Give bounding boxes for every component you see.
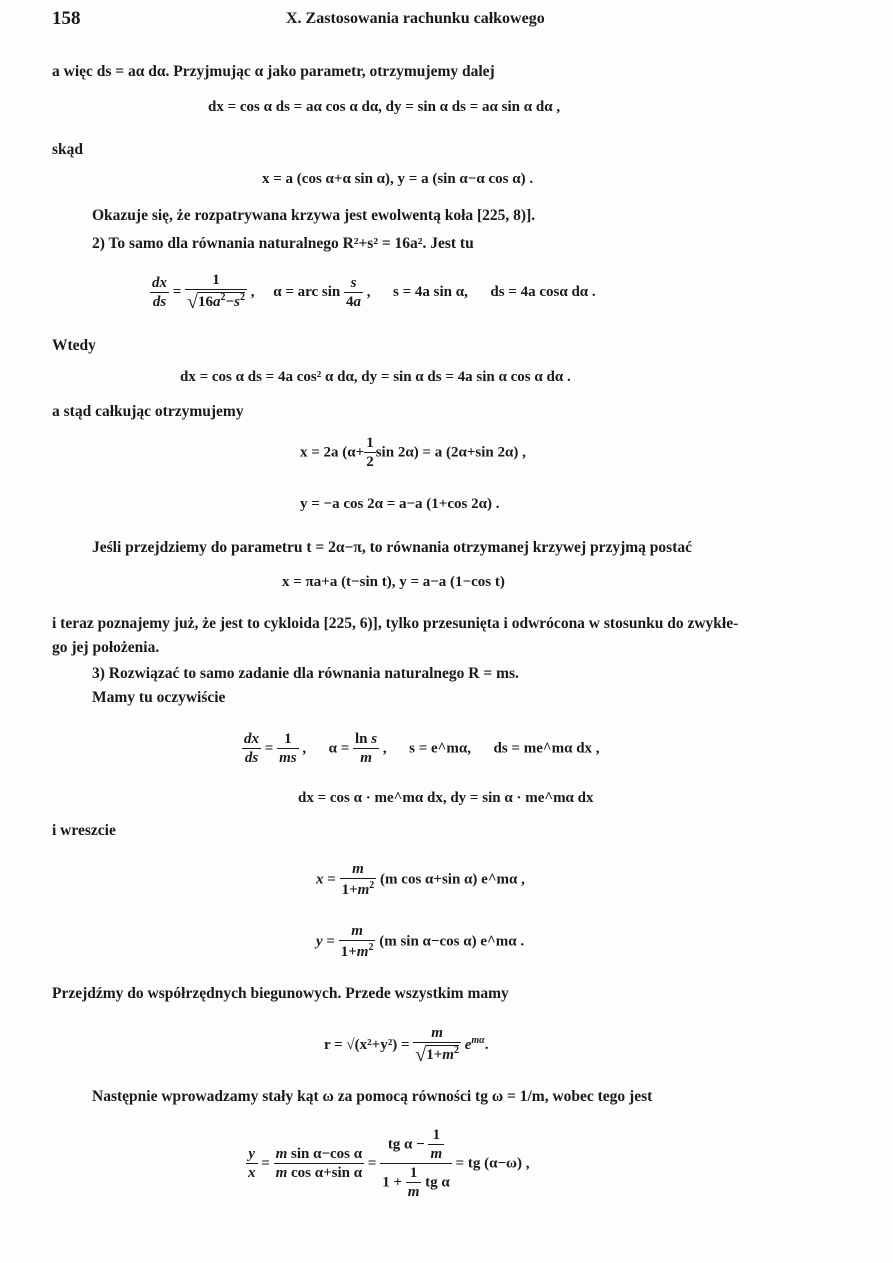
text-line: a stąd całkując otrzymujemy: [52, 403, 244, 420]
text-line: 3) Rozwiązać to samo zadanie dla równania naturalnego R = ms.: [92, 665, 519, 682]
page-number: 158: [52, 8, 81, 29]
text-line: Jeśli przejdziemy do parametru t = 2α−π, to równania otrzymanej krzywej przyjmą postać: [92, 539, 692, 556]
s-equation: s = 4a sin α,: [393, 283, 468, 300]
equation-y-exp: y = $\frac{m}{1+m^2}$ (m sin α−cos α) e^mα .: [316, 923, 525, 960]
text-line: a więc ds = aα dα. Przyjmując α jako parametr, otrzymujemy dalej: [52, 63, 495, 80]
text-line: 2) To samo dla równania naturalnego R²+s² = 16a². Jest tu: [92, 235, 474, 252]
equation-x-2a: x = 2a (α+ $\frac{1}{2}$ sin 2α) = a (2α+sin 2α) ,: [300, 435, 526, 470]
alpha-arcsin-label: α = arc sin: [273, 283, 341, 300]
chapter-title: X. Zastosowania rachunku całkowego: [286, 10, 545, 27]
equation-x-exp: x = $\frac{m}{1+m^2}$ (m cos α+sin α) e^mα ,: [316, 861, 525, 898]
equation-y-cos2a: y = −a cos 2α = a−a (1+cos 2α) .: [300, 496, 500, 512]
text-line: Okazuje się, że rozpatrywana krzywa jest ewolwentą koła [225, 8)].: [92, 207, 536, 224]
equation-dx-dy-4a: dx = cos α ds = 4a cos² α dα, dy = sin α ds = 4a sin α cos α dα .: [180, 369, 571, 385]
equation-dx-dy-exp: dx = cos α · me^mα dx, dy = sin α · me^mα dx: [298, 790, 594, 806]
equation-tg-omega: $\frac{y}{x}$ = $\frac{\text{m sin α−cos α}}{\text{m cos α+sin α}}$ = tg α − $\frac{1}{m}$ 1 + $\frac{1}{m}$ tg α = tg (α−ω) ,: [248, 1127, 530, 1200]
equation-cycloid: x = πa+a (t−sin t), y = a−a (1−cos t): [282, 574, 505, 590]
equation-dx-ds-ms: $\frac{dx}{ds}$ = $\frac{1}{ms}$ , α = $\frac{\text{ln s}}{m}$ , s = e^mα, ds = me^mα dx ,: [244, 731, 600, 766]
text-line: go jej położenia.: [52, 639, 160, 656]
equation-dx-ds: $\frac{dx}{ds}$ = $\frac{1}{√16a^2-s^2}$ , α = arc sin $\frac{s}{4a}$ , s = 4a sin α, ds = 4a cosα dα .: [152, 272, 596, 313]
equation-x-y-involute: x = a (cos α+α sin α), y = a (sin α−α cos α) .: [262, 171, 534, 187]
text-line: Mamy tu oczywiście: [92, 689, 226, 706]
equation-dx-dy: dx = cos α ds = aα cos α dα, dy = sin α ds = aα sin α dα ,: [208, 99, 561, 115]
text-line: Wtedy: [52, 337, 96, 354]
text-line: Przejdźmy do współrzędnych biegunowych. Przede wszystkim mamy: [52, 985, 509, 1002]
text-line: i wreszcie: [52, 822, 116, 839]
text-line: Następnie wprowadzamy stały kąt ω za pomocą równości tg ω = 1/m, wobec tego jest: [92, 1088, 653, 1105]
equation-r-polar: r = √(x²+y²) = $\frac{m}{√1+m^2}$ $e^{m\alpha}$.: [324, 1025, 489, 1066]
ds-equation: ds = 4a cosα dα .: [490, 283, 596, 300]
text-line: i teraz poznajemy już, że jest to cykloida [225, 6)], tylko przesunięta i odwrócona w stosunku do zwykłe-: [52, 615, 739, 632]
text-line: skąd: [52, 141, 84, 158]
